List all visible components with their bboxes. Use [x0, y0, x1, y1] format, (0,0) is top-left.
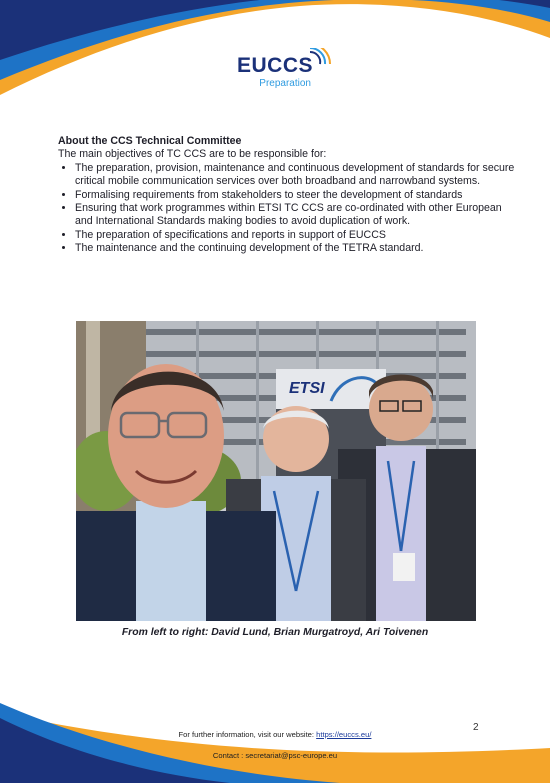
- list-item: • Ensuring that work programmes within ETSI TC CCS are co-ordinated with other European and International Standards making bodies to avoid duplication of work.: [75, 202, 518, 229]
- page-number: 2: [473, 722, 479, 733]
- ccs-section: [58, 135, 518, 256]
- section-title: About the CCS Technical Committee: [58, 135, 242, 147]
- logo-subtitle: Preparation: [259, 78, 311, 89]
- etsi-sign-text: ETSI: [289, 380, 325, 397]
- list-item: • Formalising requirements from stakeholders to steer the development of standards: [75, 189, 518, 202]
- section-intro: The main objectives of TC CCS are to be responsible for:: [58, 148, 327, 161]
- footer-info: [0, 730, 550, 739]
- signal-arcs-icon: [307, 48, 331, 74]
- group-photo: [76, 321, 476, 621]
- website-link[interactable]: https://euccs.eu/: [316, 730, 372, 739]
- footer-info-text: For further information, visit our website:: [178, 730, 317, 739]
- list-item: • The preparation of specifications and reports in support of EUCCS: [75, 229, 518, 242]
- logo-wordmark: EUCCS: [236, 54, 313, 77]
- objectives-list: [58, 162, 518, 256]
- euccs-logo: [0, 54, 550, 91]
- list-item: • The maintenance and the continuing development of the TETRA standard.: [75, 242, 518, 255]
- list-item: • The preparation, provision, maintenance and continuous development of standards for secure critical mobile communication services over both broadband and narrowband systems.: [75, 162, 518, 189]
- photo-caption: From left to right: David Lund, Brian Murgatroyd, Ari Toivenen: [121, 627, 429, 638]
- footer-contact: Contact : secretariat@psc-europe.eu: [212, 751, 338, 760]
